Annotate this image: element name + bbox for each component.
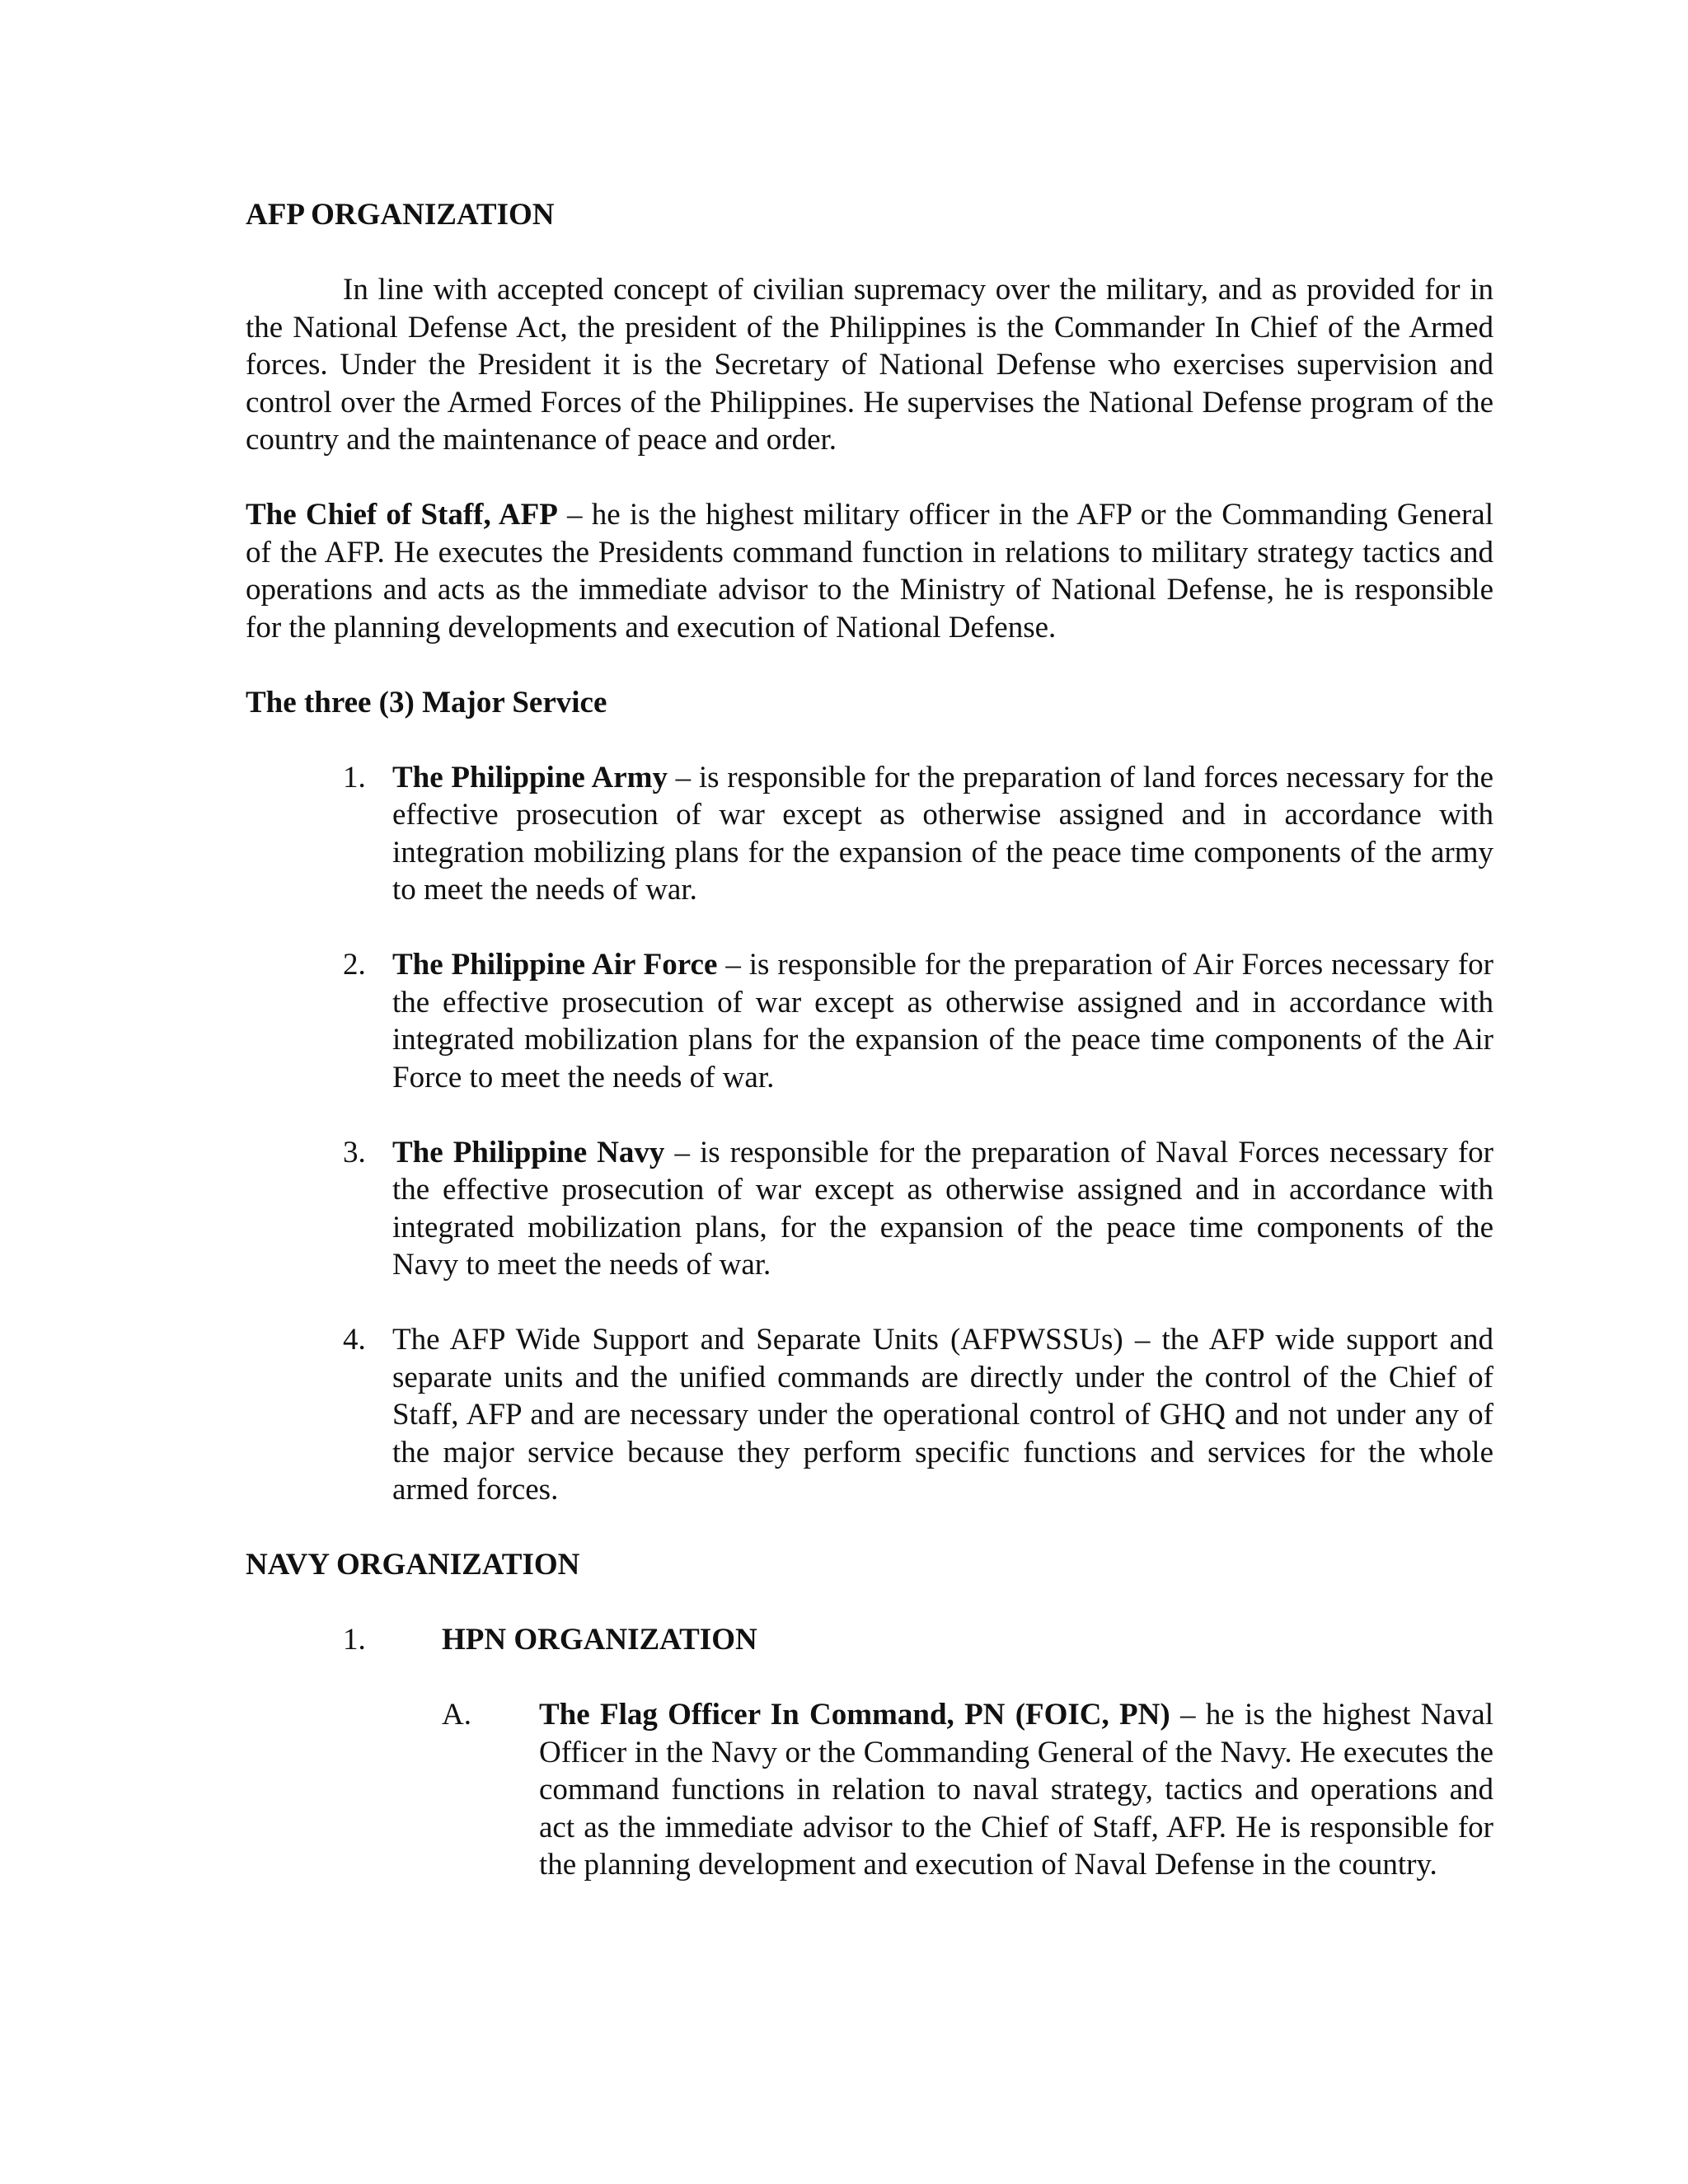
list-item-text: The AFP Wide Support and Separate Units (AFPWSSUs) – the AFP wide support and separate units and the unified commands are directly under the control of the Chief of Staff, AFP and are necessary under the operational control of GHQ and not under any of the major service because they perform specific functions and services for the whole armed forces. [392,1323,1493,1507]
list-item [246,1321,1493,1509]
list-item [246,759,1493,909]
list-item-number: 4. [343,1323,366,1357]
foic-term: The Flag Officer In Command, PN (FOIC, PN) [539,1698,1170,1732]
list-item-term: The Philippine Air Force [392,948,718,982]
section-number: 1. [343,1623,366,1657]
item-letter: A. [442,1698,471,1732]
list-item [246,946,1493,1096]
list-item-text: – is responsible for the preparation of Air Forces necessary for the effective prosecution of war except as otherwise assigned and in accordance with integrated mobilization plans for the expansion of the peace time components of the Air Force to meet the needs of war. [392,948,1493,1094]
section-title: HPN ORGANIZATION [442,1623,757,1657]
afp-intro-paragraph: In line with accepted concept of civilian supremacy over the military, and as provided for in the National Defense Act, the president of the Philippines is the Commander In Chief of the Armed forces. Under the President it is the Secretary of National Defense who exercises supervision and control over the Armed Forces of the Philippines. He supervises the National Defense program of the country and the maintenance of peace and order. [246,273,1493,457]
chief-of-staff-paragraph [246,496,1493,646]
foic-item [246,1696,1493,1884]
foic-text: – he is the highest Naval Officer in the Navy or the Commanding General of the Navy. He executes the command functions in relation to naval strategy, tactics and operations and act as the immediate advisor to the Chief of Staff, AFP. He is responsible for the planning development and execution of Naval Defense in the country. [539,1698,1493,1882]
major-services-list [246,759,1493,1509]
list-item-text: – is responsible for the preparation of Naval Forces necessary for the effective prosecution of war except as otherwise assigned and in accordance with integrated mobilization plans, for the expansion of the peace time components of the Navy to meet the needs of war. [392,1135,1494,1282]
list-item-number: 2. [343,948,366,982]
list-item-number: 1. [343,760,366,794]
list-item [246,1134,1493,1284]
afp-organization-heading: AFP ORGANIZATION [246,198,555,232]
list-item-term: The Philippine Navy [392,1135,665,1169]
major-services-heading: The three (3) Major Service [246,685,607,719]
hpn-organization-section [246,1621,1493,1659]
list-item-text: – is responsible for the preparation of land forces necessary for the effective prosecution of war except as otherwise assigned and in accordance with integration mobilizing plans for the expansion of the peace time components of the army to meet the needs of war. [392,760,1493,907]
chief-of-staff-term: The Chief of Staff, AFP [246,498,558,532]
list-item-term: The Philippine Army [392,760,668,794]
document-page [246,196,1493,1884]
chief-of-staff-text: – he is the highest military officer in the AFP or the Commanding General of the AFP. He executes the Presidents command function in relations to military strategy tactics and operations and acts as the immediate advisor to the Ministry of National Defense, he is responsible for the planning developments and execution of National Defense. [246,498,1493,644]
list-item-number: 3. [343,1135,366,1169]
navy-organization-heading: NAVY ORGANIZATION [246,1548,580,1582]
